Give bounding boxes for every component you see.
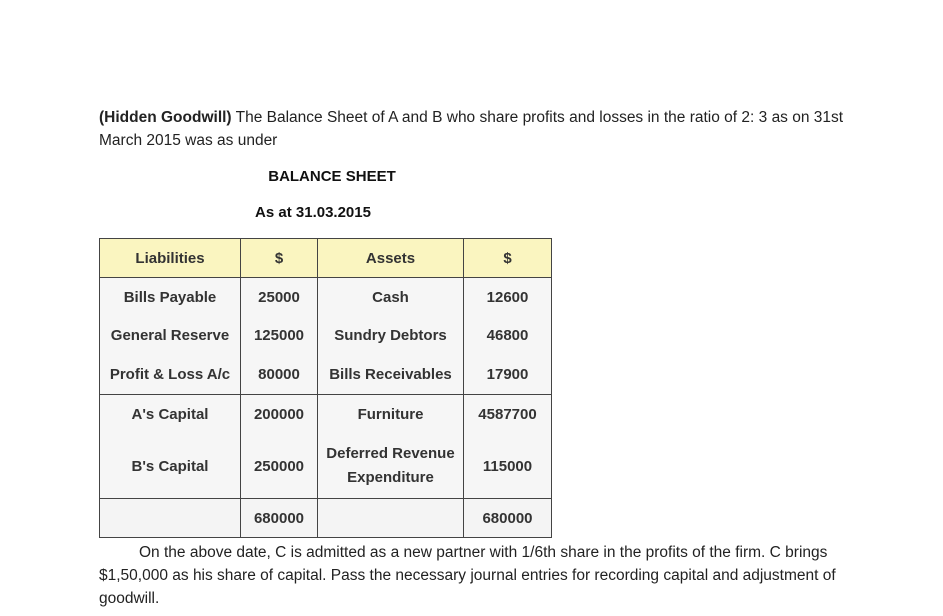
header-liabilities: Liabilities (100, 239, 241, 278)
table-total-row (100, 499, 552, 538)
header-assets: Assets (318, 239, 464, 278)
asset-amount: 46800 (464, 316, 552, 355)
asset-amount: 17900 (464, 355, 552, 395)
table-header-row (100, 239, 552, 278)
balance-sheet-title: BALANCE SHEET (268, 168, 396, 185)
liability-amount: 25000 (241, 278, 318, 317)
liability-amount: 250000 (241, 434, 318, 499)
asset-amount: 4587700 (464, 395, 552, 435)
problem-question-text: On the above date, C is admitted as a new partner with 1/6th share in the profits of the firm. C brings $1,50,000 as his share of capital. Pass the necessary journal entries for recording capital and adjustment of goodwill. (99, 544, 836, 607)
liability-name: B's Capital (100, 434, 241, 499)
liability-name: A's Capital (100, 395, 241, 435)
problem-question (99, 541, 859, 610)
liability-name: Bills Payable (100, 278, 241, 317)
table-row (100, 434, 552, 499)
asset-name: Deferred Revenue Expenditure (318, 434, 464, 499)
table-row (100, 395, 552, 435)
table-row (100, 316, 552, 355)
total-assets-amount: 680000 (464, 499, 552, 538)
liability-amount: 125000 (241, 316, 318, 355)
asset-name: Cash (318, 278, 464, 317)
balance-sheet-date: As at 31.03.2015 (255, 204, 371, 221)
liability-name: General Reserve (100, 316, 241, 355)
balance-sheet-table (99, 238, 552, 538)
problem-tag: (Hidden Goodwill) (99, 109, 232, 126)
problem-intro (99, 106, 859, 152)
asset-amount: 115000 (464, 434, 552, 499)
total-liabilities-label (100, 499, 241, 538)
table-row (100, 278, 552, 317)
table-row (100, 355, 552, 395)
liability-amount: 200000 (241, 395, 318, 435)
asset-name: Sundry Debtors (318, 316, 464, 355)
liability-amount: 80000 (241, 355, 318, 395)
header-assets-amount: $ (464, 239, 552, 278)
asset-amount: 12600 (464, 278, 552, 317)
liability-name: Profit & Loss A/c (100, 355, 241, 395)
asset-name: Bills Receivables (318, 355, 464, 395)
problem-intro-text: The Balance Sheet of A and B who share profits and losses in the ratio of 2: 3 as on 31st March 2015 was as under (99, 109, 844, 149)
total-liabilities-amount: 680000 (241, 499, 318, 538)
asset-name: Furniture (318, 395, 464, 435)
header-liabilities-amount: $ (241, 239, 318, 278)
total-assets-label (318, 499, 464, 538)
